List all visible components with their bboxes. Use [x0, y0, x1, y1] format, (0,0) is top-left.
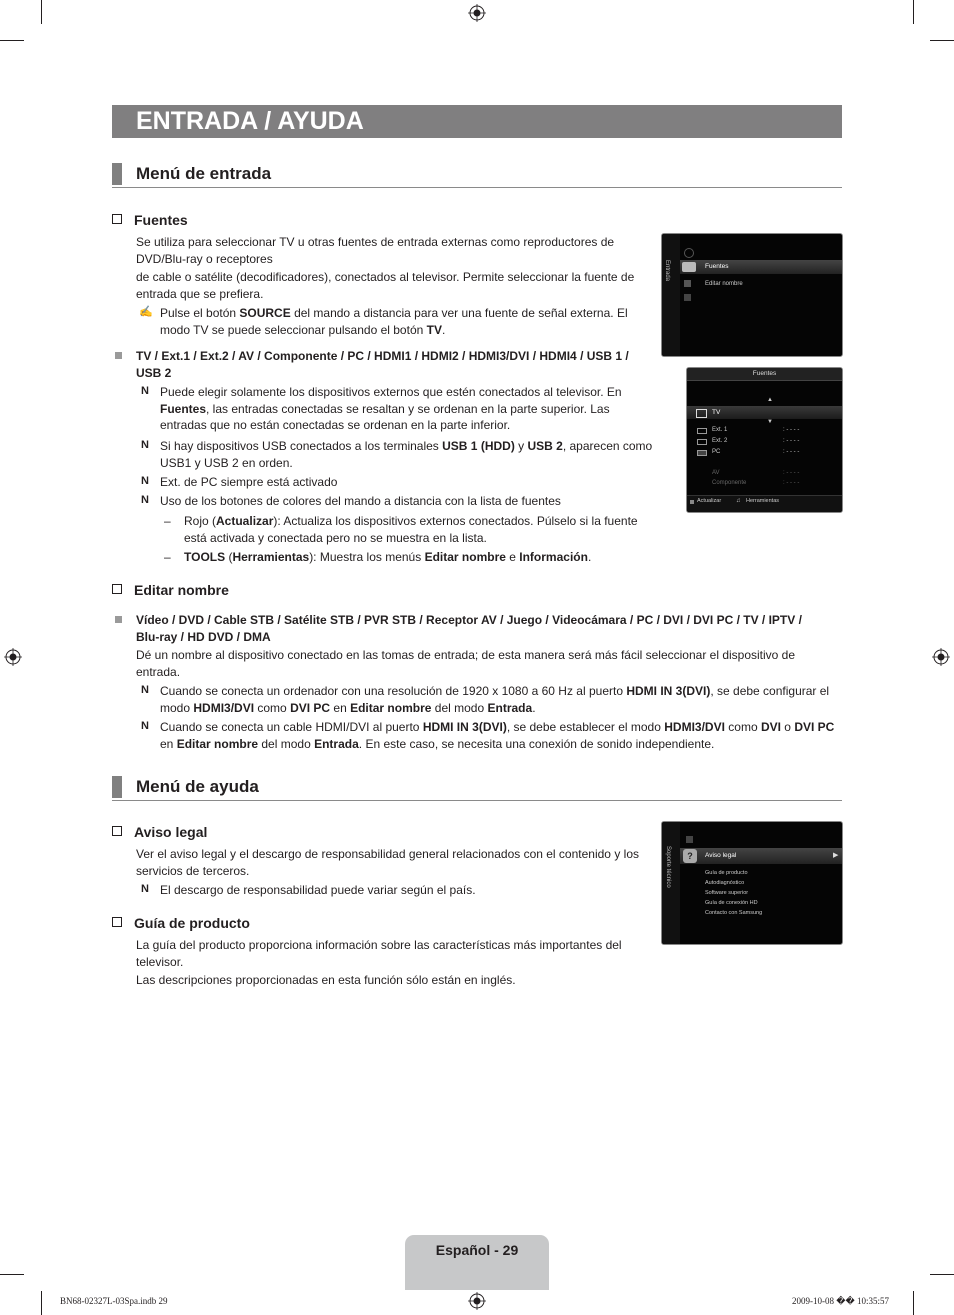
text: Rojo (	[184, 514, 217, 528]
text: , las entradas conectadas se resaltan y se ordenan en la parte superior. Las entradas que no están conectadas se ordenan en la parte inferior.	[160, 401, 610, 432]
row-value: : - - - -	[783, 449, 800, 455]
page-number-tab	[405, 1235, 549, 1290]
screen-side-label: Entrada	[664, 260, 670, 282]
text: del modo	[431, 700, 488, 715]
row-value: : - - - -	[783, 427, 800, 433]
section-heading-entrada	[112, 163, 842, 188]
square-bullet-icon	[115, 352, 122, 359]
tv-icon	[696, 409, 707, 418]
text-bold: Editar nombre	[424, 550, 506, 564]
page-title: ENTRADA / AYUDA	[112, 105, 842, 138]
checkbox-bullet-icon	[112, 214, 122, 224]
guia-p2: Las descripciones proporcionadas en esta función sólo están en inglés.	[136, 973, 516, 987]
editar-note2	[160, 719, 840, 752]
text-bold: Información	[519, 550, 588, 564]
text: . En este caso, se necesita una conexión de sonido independiente.	[358, 736, 715, 751]
screen-side-label: Soporte técnico	[665, 846, 671, 888]
row-label: Ext. 2	[712, 438, 728, 444]
fuentes-note1	[160, 384, 635, 434]
aviso-note1: El descargo de responsabilidad puede variar según el país.	[160, 883, 476, 897]
section-bar	[112, 776, 122, 798]
screen-item: Autodiagnóstico	[705, 880, 745, 886]
note-icon: N	[141, 475, 149, 487]
text: y	[514, 439, 528, 453]
subsection-title: Aviso legal	[134, 824, 208, 840]
checkbox-bullet-icon	[112, 917, 122, 927]
fuentes-p2: de cable o satélite (decodificadores), conectados al televisor. Permite seleccionar la fuente de entrada que se prefiera.	[136, 270, 635, 301]
arrow-right-icon: ▶	[833, 852, 839, 859]
note-hand-icon: ✍	[139, 306, 153, 318]
slug-date: 2009-10-08 �� 10:35:57	[792, 1296, 889, 1306]
screen-item: Guía de conexión HD	[705, 900, 758, 906]
text-bold: USB 2	[527, 439, 563, 453]
scart-icon	[697, 428, 707, 434]
text-bold: HDMI IN 3(DVI)	[422, 720, 507, 734]
text-bold: DVI	[760, 720, 781, 734]
text: como	[724, 720, 761, 734]
section-heading-ayuda	[112, 776, 842, 801]
checkbox-bullet-icon	[112, 584, 122, 594]
text-bold: Entrada	[314, 736, 359, 751]
text-bold: DVI PC	[290, 700, 331, 715]
help-icon	[684, 280, 691, 287]
text: .	[587, 550, 592, 564]
crop-mark	[41, 1291, 42, 1315]
tools-icon: ♫	[736, 498, 741, 504]
text: del mando a distancia para ver una fuente de señal externa. El modo TV se puede seleccionar pulsando el botón	[160, 306, 628, 337]
text: Cuando se conecta un ordenador con una resolución de 1920 x 1080 a 60 Hz al puerto	[160, 684, 627, 698]
screen-selected-row	[687, 406, 842, 419]
note-icon: N	[141, 684, 149, 696]
red-button-icon	[690, 500, 694, 504]
note-icon: N	[141, 439, 149, 451]
screen-header-title: Fuentes	[752, 370, 777, 377]
text-bold: HDMI IN 3(DVI)	[626, 684, 711, 698]
crop-mark	[41, 0, 42, 24]
note-source	[160, 305, 650, 338]
screen-item: Software superior	[705, 890, 749, 896]
text: o	[780, 720, 795, 734]
text: e	[505, 550, 520, 564]
text: del modo	[258, 736, 315, 751]
text: Cuando se conecta un cable HDMI/DVI al puerto	[160, 720, 423, 734]
fuentes-dash1	[184, 513, 649, 546]
text: (	[225, 550, 233, 564]
row-label: TV	[712, 409, 721, 416]
settings-icon	[684, 248, 694, 258]
aviso-p1: Ver el aviso legal y el descargo de responsabilidad general relacionados con el contenido y los servicios de terceros.	[136, 847, 639, 878]
text: Si hay dispositivos USB conectados a los terminales	[160, 439, 443, 453]
crop-mark	[913, 0, 914, 24]
guia-p1: La guía del producto proporciona información sobre las características más importantes del televisor.	[136, 938, 622, 969]
checkbox-bullet-icon	[112, 826, 122, 836]
text: .	[441, 322, 446, 337]
text: ): Actualiza los dispositivos externos conectados. Púlselo si la fuente está activada y conectada pero no se muestra en la lista.	[184, 514, 638, 545]
subsection-title: Guía de producto	[134, 915, 250, 931]
question-icon: ?	[683, 849, 697, 863]
screen-item-aviso-legal: Aviso legal	[705, 852, 737, 859]
text-bold: Editar nombre	[350, 700, 432, 715]
editar-note1	[160, 683, 844, 716]
input-plug-icon	[682, 262, 696, 272]
note-icon: N	[141, 385, 149, 397]
registration-mark-icon	[468, 4, 486, 22]
row-label: Componente	[712, 480, 747, 486]
row-value: : - - - -	[783, 480, 800, 486]
fuentes-note3: Ext. de PC siempre está activado	[160, 475, 338, 489]
tv-screen-entrada-menu	[661, 233, 843, 357]
editar-p1: Dé un nombre al dispositivo conectado en las tomas de entrada; de esta manera será más fácil seleccionar el dispositivo de entrada.	[136, 648, 796, 679]
registration-mark-icon	[468, 1292, 486, 1310]
support-icon	[684, 294, 691, 301]
row-label: AV	[712, 470, 720, 476]
text: .	[532, 700, 536, 715]
row-label: Ext. 1	[712, 427, 728, 433]
crop-mark	[0, 1274, 24, 1275]
text: , se debe establecer el modo	[506, 720, 665, 734]
text-bold: TV	[426, 322, 442, 337]
text-bold: USB 1 (HDD)	[442, 439, 515, 453]
text: , se debe configurar el modo	[160, 684, 830, 715]
pc-icon	[697, 450, 707, 456]
text-bold: Herramientas	[232, 550, 310, 564]
subsection-title: Editar nombre	[134, 582, 229, 598]
subsection-editar-nombre	[112, 582, 229, 598]
subsection-title: Fuentes	[134, 212, 188, 228]
dash-bullet: –	[164, 514, 171, 528]
editar-list-head: Vídeo / DVD / Cable STB / Satélite STB / PVR STB / Receptor AV / Juego / Videocámara / PC / DVI / DVI PC / TV / IPTV / Blu-ray / HD DVD / DMA	[136, 613, 802, 644]
row-label: PC	[712, 449, 721, 455]
registration-mark-icon	[4, 648, 22, 666]
registration-mark-icon	[932, 648, 950, 666]
text-bold: DVI PC	[794, 720, 835, 734]
scart-icon	[697, 439, 707, 445]
screen-item-fuentes: Fuentes	[705, 263, 729, 270]
screen-item-editar-nombre: Editar nombre	[705, 281, 743, 287]
screen-item: Contacto con Samsung	[705, 910, 763, 916]
note-icon: N	[141, 494, 149, 506]
scroll-down-icon: ▼	[767, 419, 773, 425]
text-bold: Editar nombre	[176, 736, 259, 751]
text: , aparecen como USB1 y USB 2 en orden.	[160, 439, 653, 470]
tv-screen-soporte-menu	[661, 821, 843, 945]
crop-mark	[930, 1274, 954, 1275]
tv-screen-fuentes-list	[686, 367, 843, 513]
dash-bullet: –	[164, 550, 171, 564]
note-icon: N	[141, 883, 149, 895]
fuentes-note4: Uso de los botones de colores del mando a distancia con la lista de fuentes	[160, 494, 561, 508]
text-bold: TOOLS	[184, 550, 226, 564]
footer-refresh-label: Actualizar	[697, 498, 722, 504]
text-bold: SOURCE	[239, 306, 291, 320]
slug-file: BN68-02327L-03Spa.indb 29	[60, 1296, 168, 1306]
note-icon: N	[141, 720, 149, 732]
subsection-aviso-legal	[112, 824, 207, 840]
row-value: : - - - -	[783, 470, 800, 476]
subsection-fuentes	[112, 212, 188, 228]
fuentes-dash2	[184, 549, 649, 566]
text: como	[254, 700, 291, 715]
section-title: Menú de ayuda	[136, 777, 259, 796]
text-bold: HDMI3/DVI	[193, 700, 255, 715]
section-bar	[112, 163, 122, 185]
text-bold: Fuentes	[160, 401, 207, 416]
fuentes-note2	[160, 438, 665, 471]
crop-mark	[0, 40, 24, 41]
crop-mark	[930, 40, 954, 41]
fuentes-p1: Se utiliza para seleccionar TV u otras fuentes de entrada externas como reproductores de DVD/Blu-ray o receptores	[136, 235, 615, 266]
page-number: Español - 29	[435, 1242, 519, 1258]
row-value: : - - - -	[783, 438, 800, 444]
fuentes-list-head: TV / Ext.1 / Ext.2 / AV / Componente / PC / HDMI1 / HDMI2 / HDMI3/DVI / HDMI4 / USB 1 / USB 2	[136, 349, 629, 380]
text-bold: Entrada	[487, 700, 533, 715]
text: ): Muestra los menús	[309, 550, 425, 564]
square-bullet-icon	[115, 616, 122, 623]
crop-mark	[913, 1291, 914, 1315]
text: Puede elegir solamente los dispositivos externos que estén conectados al televisor. En	[160, 385, 622, 399]
scroll-up-icon: ▲	[767, 397, 773, 403]
section-title: Menú de entrada	[136, 164, 272, 183]
text-bold: HDMI3/DVI	[664, 720, 725, 734]
text: Pulse el botón	[160, 306, 240, 320]
footer-tools-label: Herramientas	[746, 498, 780, 504]
text: en	[330, 700, 351, 715]
text-bold: Actualizar	[216, 514, 274, 528]
text: en	[160, 736, 177, 751]
screen-item: Guía de producto	[705, 870, 748, 876]
subsection-guia-producto	[112, 915, 250, 931]
help-icon	[686, 836, 693, 843]
screen-sidebar	[662, 234, 680, 356]
